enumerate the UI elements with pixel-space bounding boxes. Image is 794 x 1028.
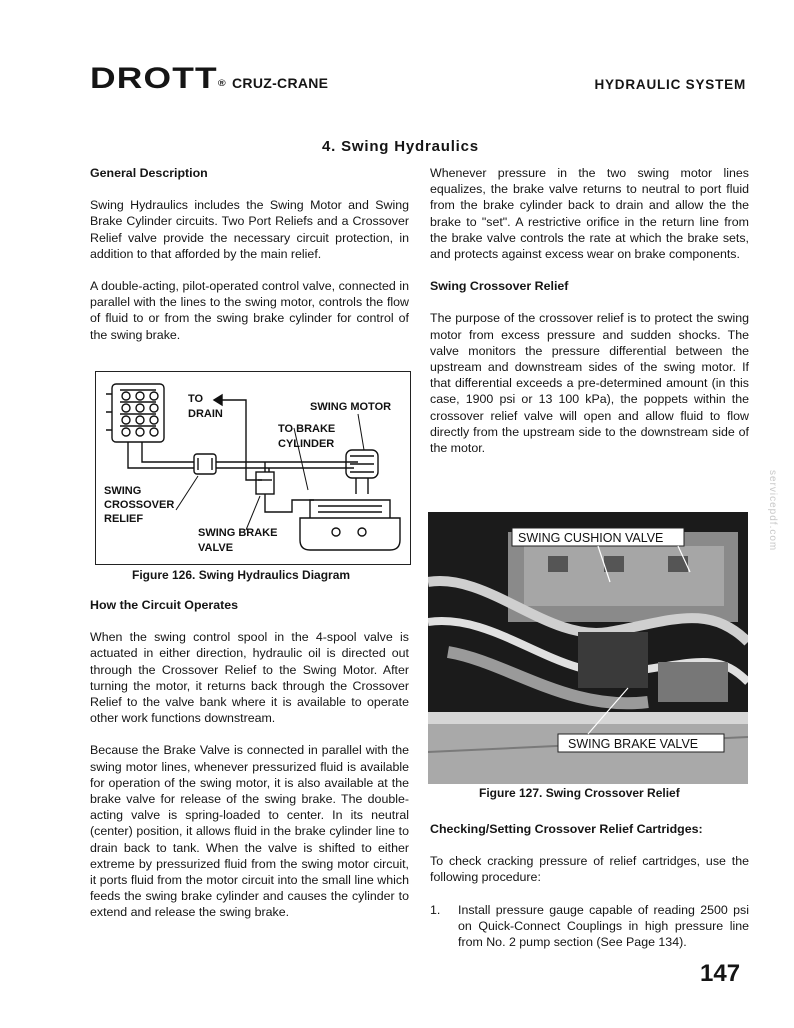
brake-cylinder-icon bbox=[300, 500, 400, 550]
photo-label-cushion-valve: SWING CUSHION VALVE bbox=[518, 531, 664, 545]
figure-127-caption: Figure 127. Swing Crossover Relief bbox=[479, 786, 680, 800]
label-brake-valve-2: VALVE bbox=[198, 542, 234, 554]
label-to-brake-1: TO BRAKE bbox=[278, 423, 336, 435]
right-column bbox=[430, 165, 749, 456]
watermark-right: servicepdf.com bbox=[767, 470, 778, 552]
figure-126-caption: Figure 126. Swing Hydraulics Diagram bbox=[132, 568, 351, 582]
swing-crossover-relief-heading: Swing Crossover Relief bbox=[430, 279, 569, 294]
circuit-operates-p1: When the swing control spool in the 4-spool valve is actuated in either direction, hydraulic oil is directed out through the Crossover Relief to the Swing Motor. After turning the motor, it returns back through the Crossover Relief to the valve bank where it is available to operate other work functions downstream. bbox=[90, 630, 409, 726]
swing-crossover-relief-photo bbox=[428, 512, 748, 784]
label-brake-valve-1: SWING BRAKE bbox=[198, 527, 278, 539]
crossover-relief-paragraph: The purpose of the crossover relief is to protect the swing motor from excess pressure and sudden shocks. The valve monitors the pressure differential between the upstream and downstream sides of the swing motor. If that differential exceeds a pre-determined amount (in this case, 1900 psi or 13 100 kPa), the poppets within the crossover relief valve will open and allow fluid to flow directly from the upstream side to the downstream side of the motor. bbox=[430, 311, 749, 456]
label-crossover-3: RELIEF bbox=[104, 513, 144, 525]
label-to-brake-2: CYLINDER bbox=[278, 438, 335, 450]
brand-subtitle: CRUZ-CRANE bbox=[232, 75, 329, 91]
swing-hydraulics-diagram bbox=[95, 371, 411, 565]
diagram-drawing bbox=[96, 372, 410, 564]
brake-neutral-paragraph: Whenever pressure in the two swing motor lines equalizes, the brake valve returns to neutral to port fluid from the brake cylinder back to drain and allow the the brake to "set". A restrictive orifice in the return line from the brake valve controls the rate at which the brake sets, and protects against excess wear on brake components. bbox=[430, 166, 749, 262]
checking-intro-paragraph: To check cracking pressure of relief cartridges, use the following procedure: bbox=[430, 854, 749, 885]
label-swing-motor: SWING MOTOR bbox=[310, 401, 392, 413]
section-title: 4. Swing Hydraulics bbox=[322, 138, 479, 155]
circuit-operates-p2: Because the Brake Valve is connected in parallel with the swing motor lines, whenever pressurized fluid is available for operation of the swing motor, it is also available at the brake valve for release of the swing brake. The double-acting valve is spring-loaded to center. In its neutral (center) position, it allows fluid in the brake cylinder line to drain back to tank. When the valve is shifted to either extreme by pressurized fluid from the swing motor circuit, it ports fluid from the motor circuit into the small line which feeds the swing brake cylinder and causes the cylinder to extend and release the swing brake. bbox=[90, 743, 409, 920]
general-description-heading: General Description bbox=[90, 166, 208, 180]
step-1-text: Install pressure gauge capable of reading 2500 psi on Quick-Connect Couplings in high pressure line from No. 2 pump section (See Page 134). bbox=[458, 902, 749, 950]
how-circuit-operates-heading: How the Circuit Operates bbox=[90, 598, 239, 612]
label-to-drain-2: DRAIN bbox=[188, 408, 223, 420]
checking-setting-heading: Checking/Setting Crossover Relief Cartridges: bbox=[430, 822, 703, 836]
label-crossover-2: CROSSOVER bbox=[104, 499, 175, 511]
registered-mark: ® bbox=[217, 78, 227, 88]
page-number: 147 bbox=[700, 960, 741, 987]
right-column-lower bbox=[430, 821, 749, 950]
left-column-lower bbox=[90, 597, 409, 921]
label-to-drain-1: TO bbox=[188, 393, 204, 405]
photo-drawing bbox=[428, 512, 748, 784]
brand-logo bbox=[90, 62, 227, 96]
valve-bank-icon bbox=[106, 384, 164, 442]
procedure-step-1 bbox=[430, 902, 749, 951]
swing-motor-icon bbox=[346, 450, 378, 494]
drain-arrow-icon bbox=[214, 395, 222, 405]
label-crossover-1: SWING bbox=[104, 485, 142, 497]
swing-brake-valve-icon bbox=[256, 462, 314, 512]
brand-name: DROTT bbox=[90, 62, 218, 95]
photo-label-brake-valve: SWING BRAKE VALVE bbox=[568, 737, 699, 751]
general-description-p1: Swing Hydraulics includes the Swing Motor and Swing Brake Cylinder circuits. Two Port Reliefs and a Crossover Relief valve provide the necessary circuit protection, in addition to that afforded by the main relief. bbox=[90, 198, 409, 261]
page-header bbox=[90, 62, 750, 96]
crossover-relief-icon bbox=[194, 454, 216, 474]
left-column bbox=[90, 165, 409, 343]
step-1-number: 1. bbox=[430, 902, 441, 917]
header-section-label: HYDRAULIC SYSTEM bbox=[594, 77, 746, 92]
general-description-p2: A double-acting, pilot-operated control valve, connected in parallel with the lines to the swing motor, controls the flow of fluid to or from the swing brake cylinder for control of the swing brake. bbox=[90, 279, 409, 342]
